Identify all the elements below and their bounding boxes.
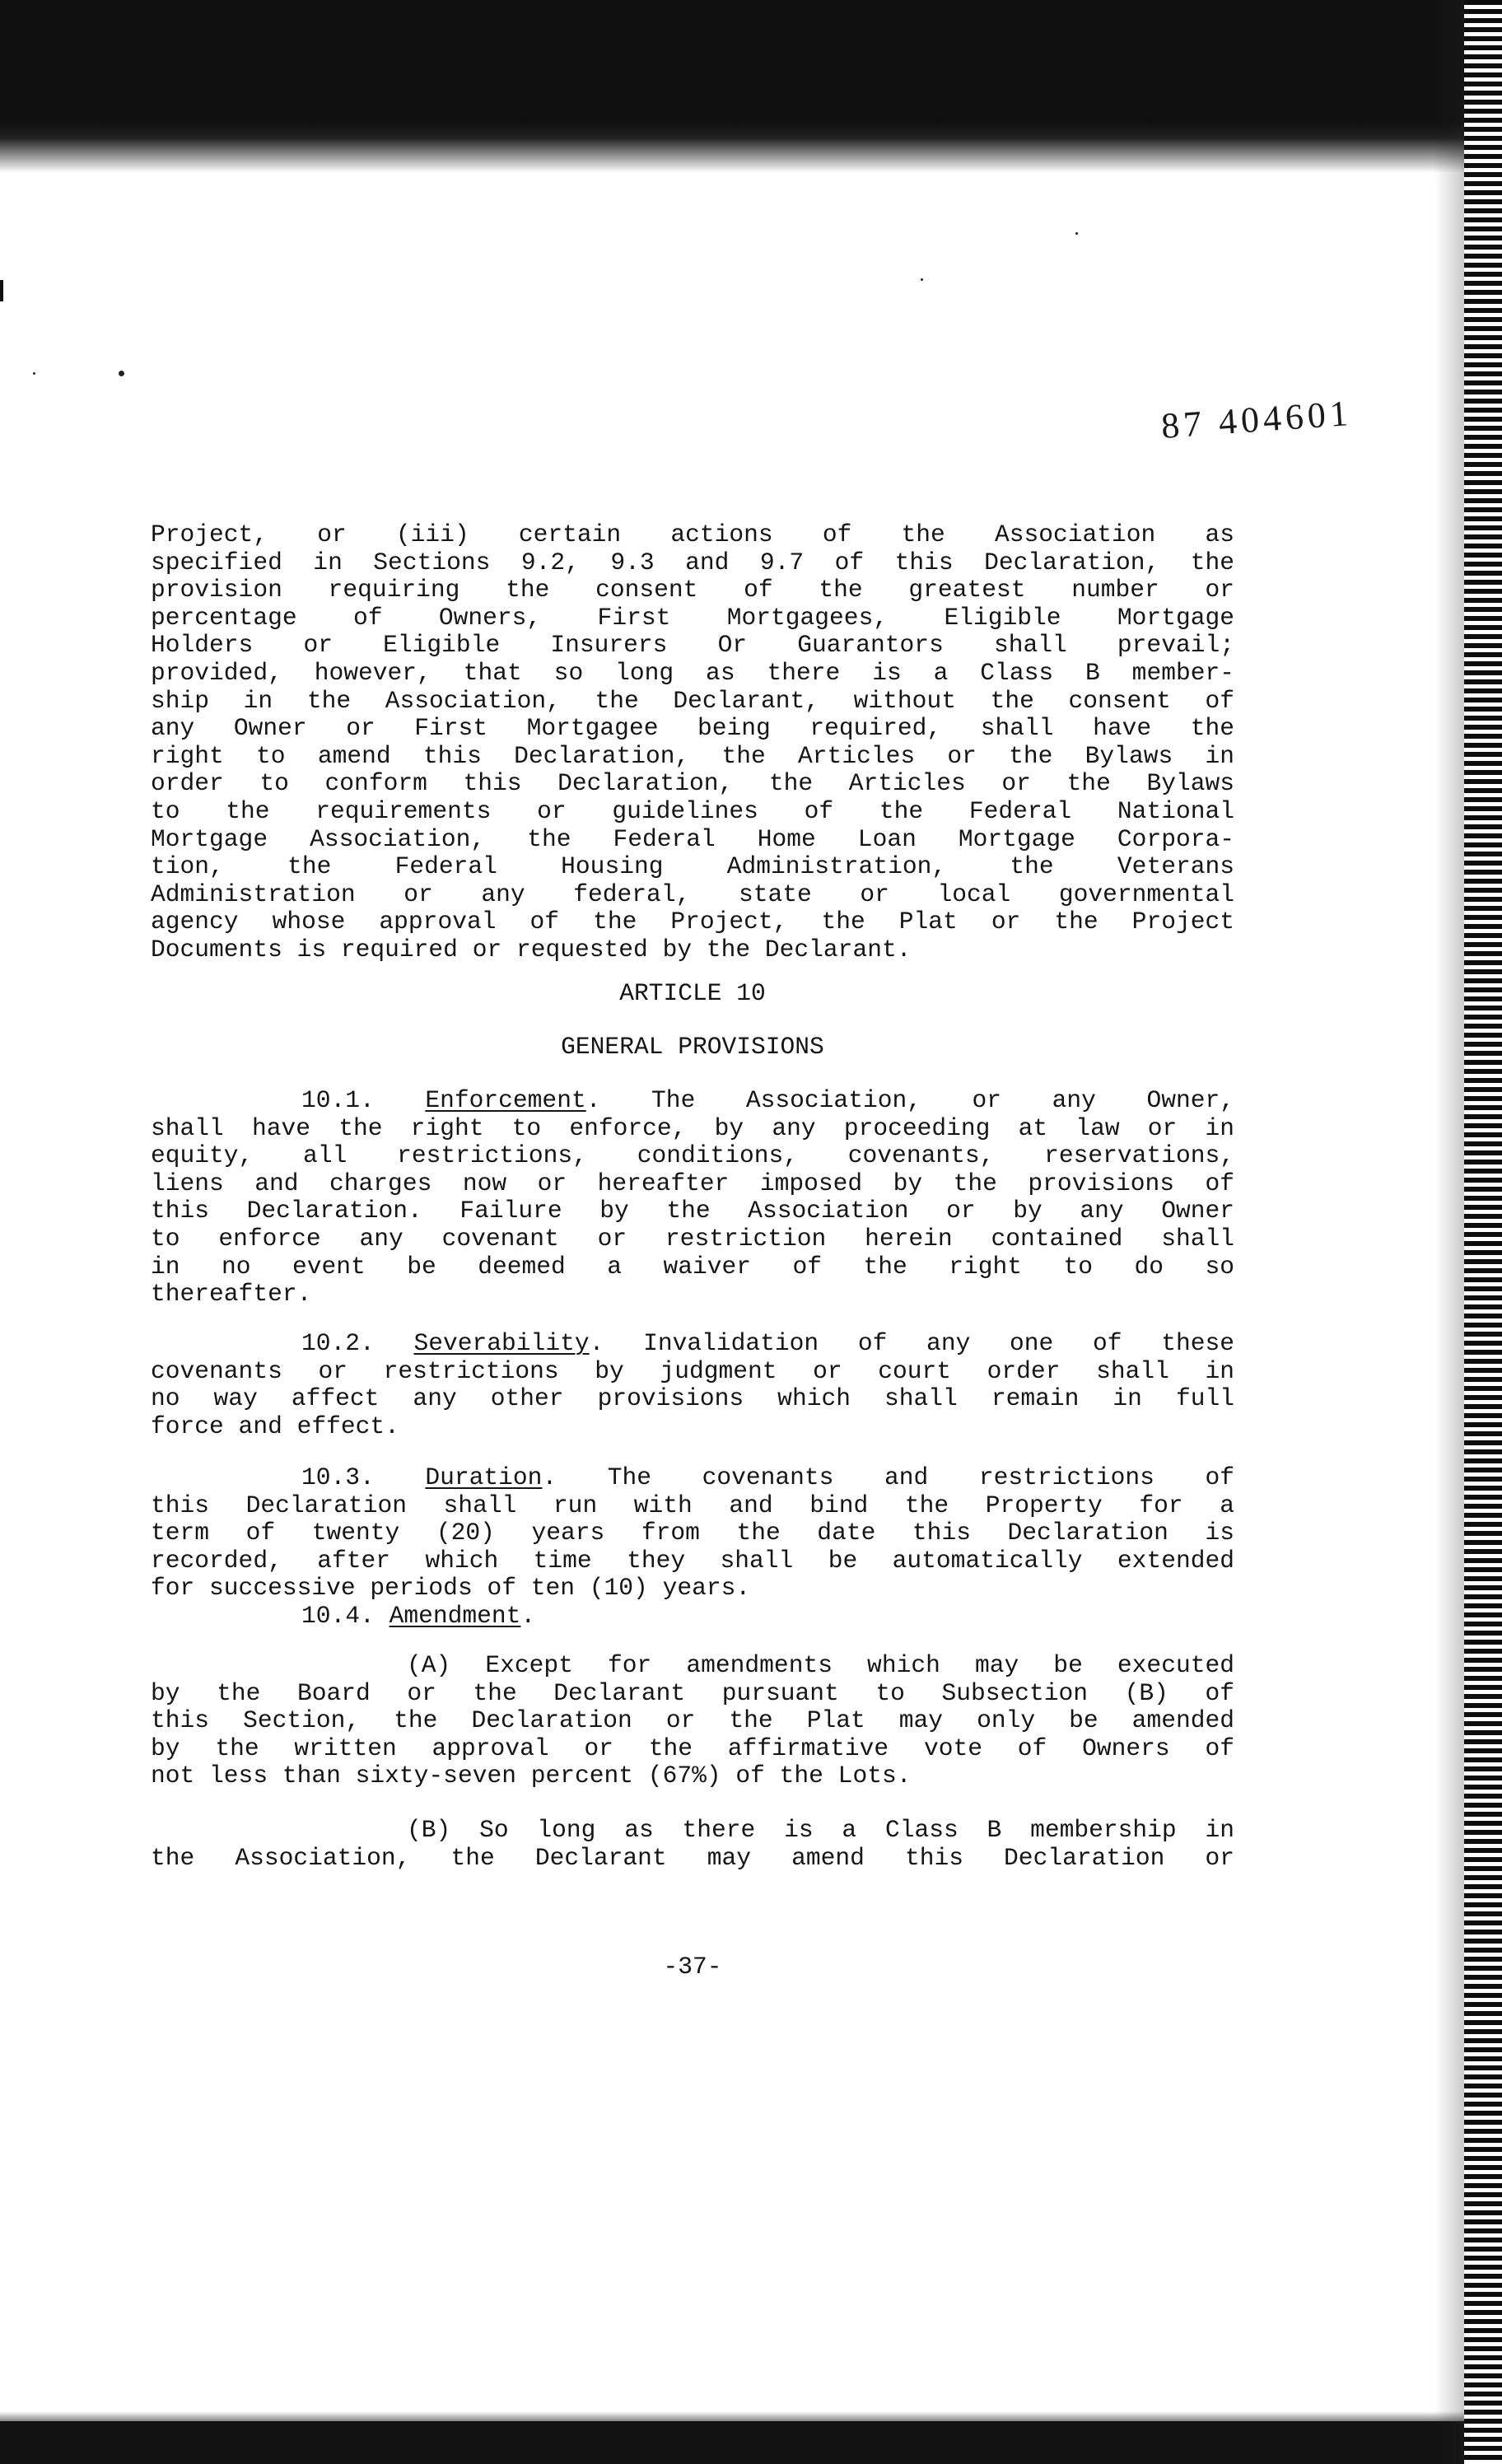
scan-speck — [33, 372, 35, 375]
text-line: by the written approval or the affirmative vote of Owners of — [151, 1734, 1234, 1762]
text-line: provision requiring the consent of the greatest number or — [151, 576, 1234, 604]
subsection-first-line: (B) So long as there is a Class B membership in — [407, 1816, 1234, 1844]
intro-paragraph — [151, 521, 1234, 964]
subsection-first-line: (A) Except for amendments which may be executed — [407, 1651, 1234, 1679]
text-line: specified in Sections 9.2, 9.3 and 9.7 of this Declaration, the — [151, 548, 1234, 576]
text-line: in no event be deemed a waiver of the right to do so — [151, 1252, 1234, 1281]
text-line: tion, the Federal Housing Administration, the Veterans — [151, 852, 1234, 881]
scan-border-bottom — [0, 2421, 1502, 2464]
text-line: equity, all restrictions, conditions, covenants, reservations, — [151, 1141, 1234, 1170]
section-number: 10.2. — [301, 1329, 375, 1357]
text-line: Documents is required or requested by the Declarant. — [151, 935, 912, 964]
text-line: to enforce any covenant or restriction herein contained shall — [151, 1224, 1234, 1253]
text-line: to the requirements or guidelines of the Federal National — [151, 796, 1234, 825]
section-heading: Severability — [413, 1329, 590, 1357]
section-first-line: 10.4. Amendment. — [301, 1601, 536, 1630]
text-line: Administration or any federal, state or local governmental — [151, 880, 1234, 908]
text-line: thereafter. — [151, 1280, 312, 1309]
text-line: this Declaration. Failure by the Association or by any Owner — [151, 1197, 1234, 1225]
section-first-line-text: The covenants and restrictions of — [607, 1463, 1234, 1491]
text-line: Mortgage Association, the Federal Home Loan Mortgage Corpora- — [151, 824, 1234, 853]
text-line: no way affect any other provisions which shall remain in full — [151, 1384, 1234, 1413]
section-heading: Enforcement — [425, 1086, 586, 1114]
section-10-3 — [151, 1464, 1234, 1631]
text-line: Holders or Eligible Insurers Or Guarantors shall prevail; — [151, 631, 1234, 660]
article-title: GENERAL PROVISIONS — [561, 1033, 824, 1061]
text-line: by the Board or the Declarant pursuant to Subsection (B) of — [151, 1678, 1234, 1707]
section-first-line-text: Invalidation of any one of these — [643, 1329, 1234, 1357]
section-number: 10.1. — [301, 1086, 375, 1114]
text-line: covenants or restrictions by judgment or court order shall in — [151, 1356, 1234, 1385]
section-10-2 — [151, 1330, 1234, 1440]
text-line: term of twenty (20) years from the date this Declaration is — [151, 1519, 1234, 1547]
text-line: this Section, the Declaration or the Plat may only be amended — [151, 1706, 1234, 1735]
section-first-line: 10.2. Severability. Invalidation of any one of these — [301, 1329, 1234, 1357]
section-first-line: 10.1. Enforcement. The Association, or any Owner, — [301, 1086, 1234, 1114]
text-line: recorded, after which time they shall be automatically extended — [151, 1546, 1234, 1575]
text-line: provided, however, that so long as there is a Class B member- — [151, 658, 1234, 687]
section-10-1 — [151, 1087, 1234, 1309]
text-line: the Association, the Declarant may amend this Declaration or — [151, 1843, 1234, 1872]
scan-speck — [119, 371, 124, 376]
scan-border-right — [1464, 0, 1502, 2464]
text-line: not less than sixty-seven percent (67%) of the Lots. — [151, 1762, 912, 1790]
text-line: right to amend this Declaration, the Articles or the Bylaws in — [151, 741, 1234, 770]
text-line: for successive periods of ten (10) years. — [151, 1574, 751, 1603]
article-heading: ARTICLE 10 — [619, 979, 766, 1007]
text-line: Project, or (iii) certain actions of the Association as — [151, 520, 1234, 548]
text-line: ship in the Association, the Declarant, without the consent of — [151, 686, 1234, 715]
text-line: shall have the right to enforce, by any proceeding at law or in — [151, 1113, 1234, 1142]
text-line: order to conform this Declaration, the Articles or the Bylaws — [151, 769, 1234, 798]
scan-mark-left — [0, 280, 3, 301]
text-line: liens and charges now or hereafter imposed by the provisions of — [151, 1169, 1234, 1197]
scan-speck — [921, 278, 923, 281]
section-heading: Amendment — [389, 1601, 521, 1630]
scan-border-top-fade — [0, 124, 1502, 173]
text-line: any Owner or First Mortgagee being required, shall have the — [151, 714, 1234, 743]
text-line: percentage of Owners, First Mortgagees, Eligible Mortgage — [151, 603, 1234, 632]
text-line: force and effect. — [151, 1412, 399, 1440]
scan-speck — [1075, 232, 1078, 235]
page-number: -37- — [663, 1953, 722, 1981]
section-10-4-b — [151, 1817, 1234, 1872]
section-number: 10.4. — [301, 1601, 375, 1630]
text-line: this Declaration shall run with and bind the Property for a — [151, 1491, 1234, 1519]
section-10-4-a — [151, 1652, 1234, 1790]
scan-shadow-right — [1434, 0, 1464, 2464]
section-number: 10.3. — [301, 1463, 375, 1491]
section-heading: Duration — [425, 1463, 543, 1491]
section-first-line-text: The Association, or any Owner, — [651, 1086, 1234, 1114]
document-number: 87 404601 — [1159, 392, 1354, 447]
text-line: agency whose approval of the Project, the Plat or the Project — [151, 908, 1234, 936]
section-first-line: 10.3. Duration. The covenants and restrictions of — [301, 1463, 1234, 1491]
